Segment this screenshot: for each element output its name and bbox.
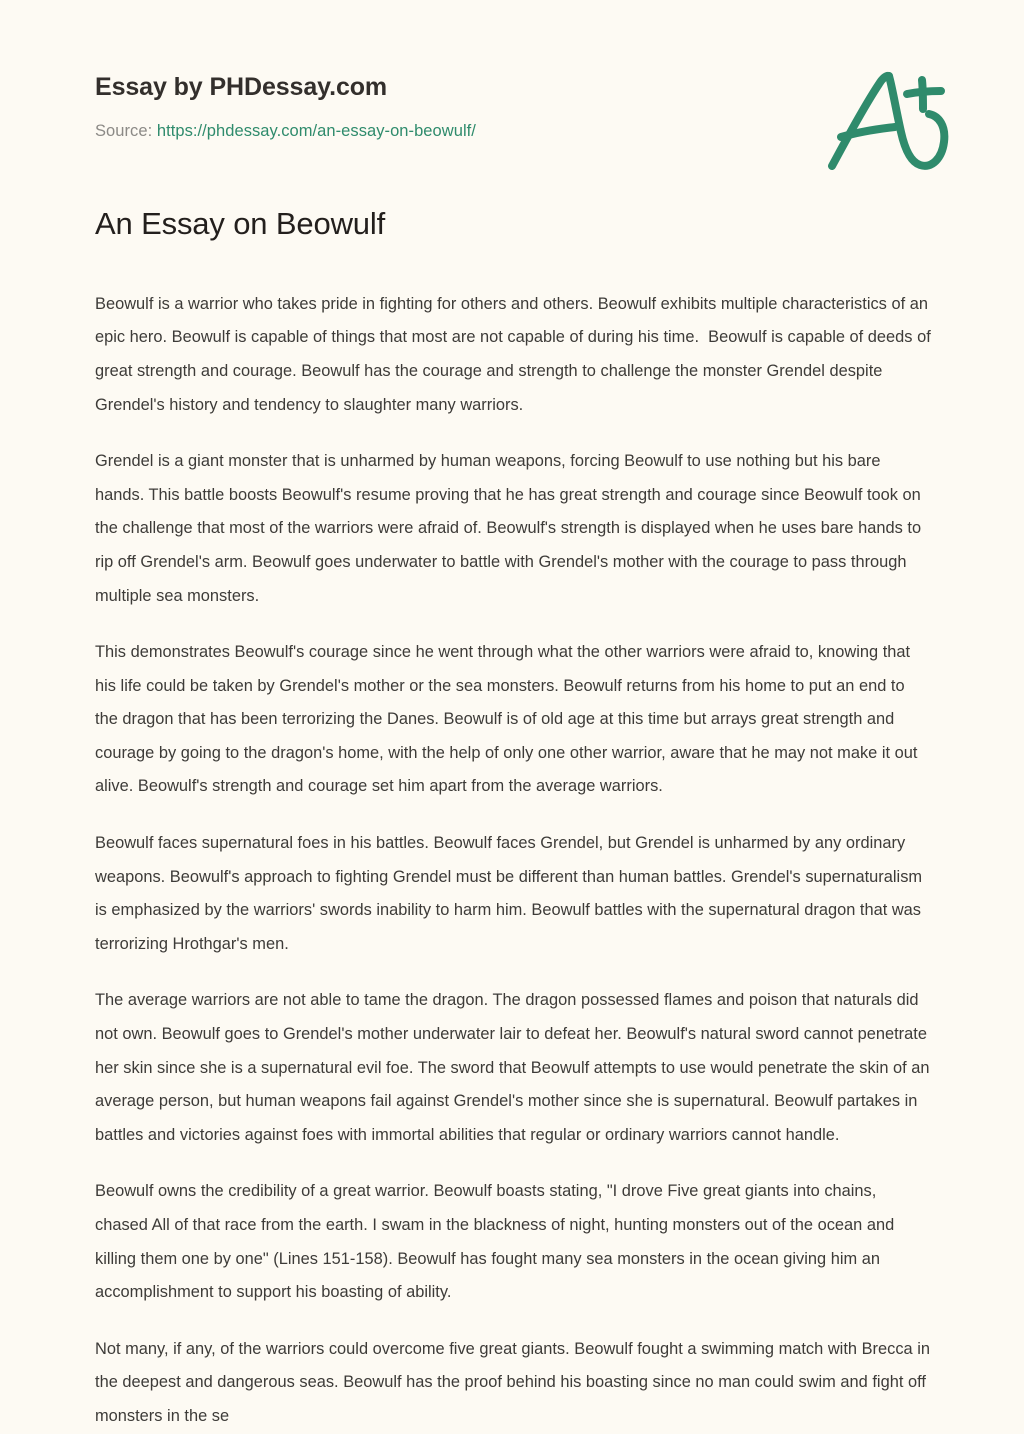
a-plus-logo-icon	[819, 62, 969, 182]
paragraph: Beowulf is a warrior who takes pride in fighting for others and others. Beowulf exhibits multiple characteristics of an epic hero. Beowulf is capable of things that most are not capable of during his time. Beowulf is capable of deeds of great strength and courage. Beowulf has the courage and strength to challenge the monster Grendel despite Grendel's history and tendency to slaughter many warriors.	[95, 294, 936, 414]
source-label: Source:	[95, 122, 153, 140]
a-plus-logo	[819, 62, 969, 182]
paragraph: Not many, if any, of the warriors could overcome five great giants. Beowulf fought a swimming match with Brecca in the deepest and dangerous seas. Beowulf has the proof behind his boasting since no man could swim and fight off monsters in the se	[95, 1339, 935, 1425]
source-line	[95, 121, 929, 142]
brand-title: Essay by PHDessay.com	[95, 73, 388, 101]
article-body	[95, 205, 936, 1434]
paragraph: This demonstrates Beowulf's courage since he went through what the other warriors were afraid to, knowing that his life could be taken by Grendel's mother or the sea monsters. Beowulf returns from his home to put an end to the dragon that has been terrorizing the Danes. Beowulf is of old age at this time but arrays great strength and courage by going to the dragon's home, with the help of only one other warrior, aware that he may not make it out alive. Beowulf's strength and courage set him apart from the average warriors.	[95, 643, 923, 796]
source-url-link[interactable]: https://phdessay.com/an-essay-on-beowulf/	[156, 122, 476, 140]
paragraph: Grendel is a giant monster that is unharmed by human weapons, forcing Beowulf to use nothing but his bare hands. This battle boosts Beowulf's resume proving that he has great strength and courage since Beowulf took on the challenge that most of the warriors were afraid of. Beowulf's strength is displayed when he uses bare hands to rip off Grendel's arm. Beowulf goes underwater to battle with Grendel's mother with the courage to pass through multiple sea monsters.	[95, 452, 926, 605]
paragraph: The average warriors are not able to tame the dragon. The dragon possessed flames and poison that naturals did not own. Beowulf goes to Grendel's mother underwater lair to defeat her. Beowulf's natural sword cannot penetrate her skin since she is a supernatural evil foe. The sword that Beowulf attempts to use would penetrate the skin of an average person, but human weapons fail against Grendel's mother since she is supernatural. Beowulf partakes in battles and victories against foes with immortal abilities that regular or ordinary warriors cannot handle.	[95, 991, 935, 1144]
paragraph: Beowulf faces supernatural foes in his battles. Beowulf faces Grendel, but Grendel is unharmed by any ordinary weapons. Beowulf's approach to fighting Grendel must be different than human battles. Grendel's supernaturalism is emphasized by the warriors' swords inability to harm him. Beowulf battles with the supernatural dragon that was terrorizing Hrothgar's men.	[95, 834, 927, 953]
paragraph: Beowulf owns the credibility of a great warrior. Beowulf boasts stating, "I drove Five great giants into chains, chased All of that race from the earth. I swam in the blackness of night, hunting monsters out of the ocean and killing them one by one" (Lines 151-158). Beowulf has fought many sea monsters in the ocean giving him an accomplishment to support his boasting of ability.	[95, 1182, 899, 1302]
page-title: An Essay on Beowulf	[95, 206, 386, 241]
